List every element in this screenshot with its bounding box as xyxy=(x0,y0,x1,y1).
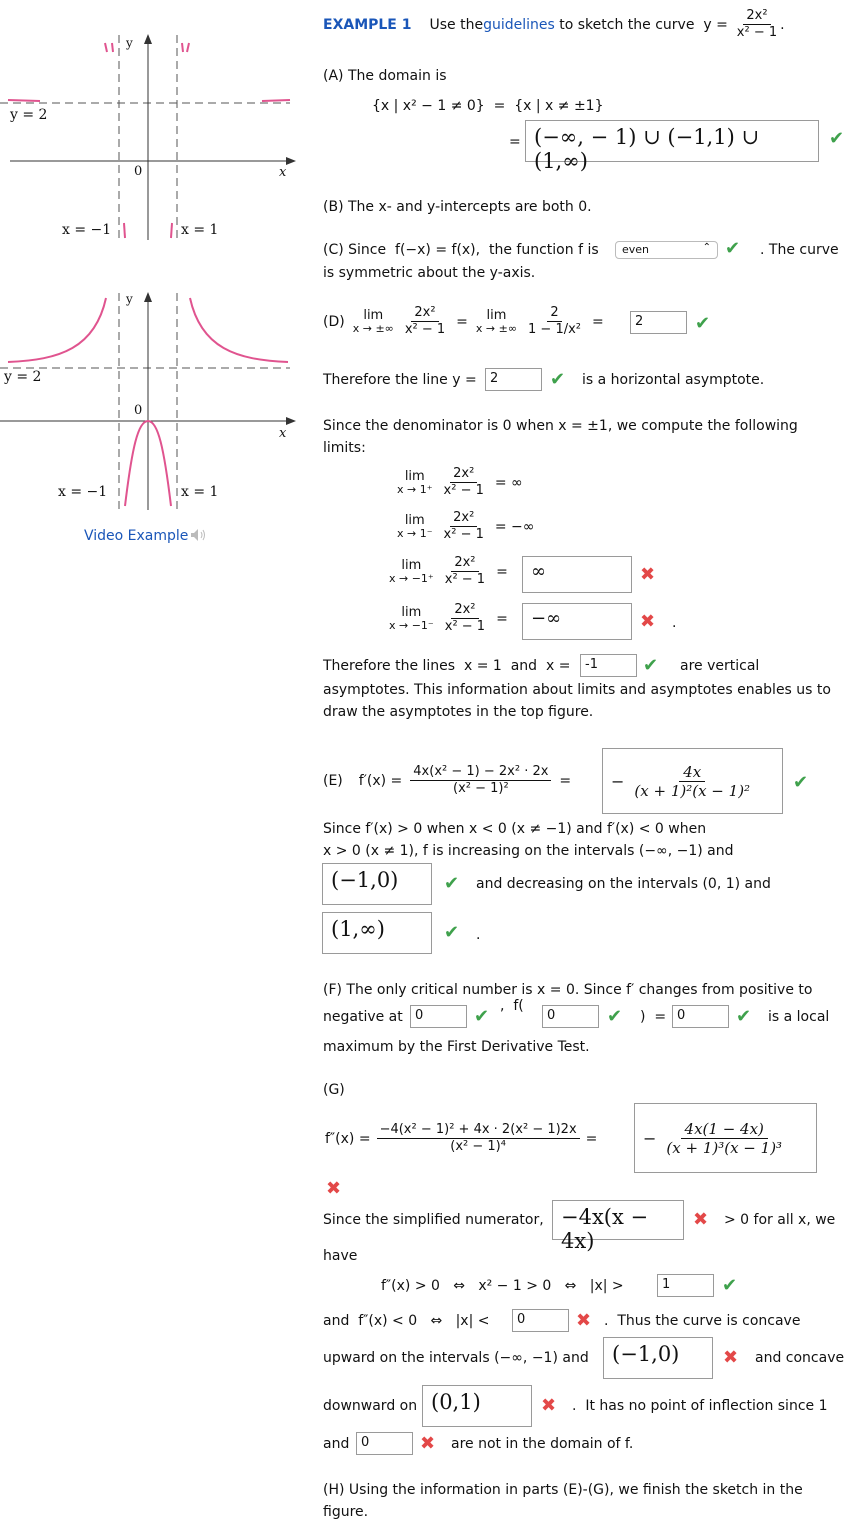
graph1-right-asym-label: x = 1 xyxy=(181,222,219,238)
numerator: 2x² xyxy=(450,510,477,527)
part-d-label: (D) xyxy=(323,313,345,330)
graph1-y-label: y xyxy=(126,36,133,50)
part-d-limit xyxy=(323,305,604,338)
second-derivative-fraction xyxy=(377,1122,580,1155)
lim-text: lim xyxy=(363,308,384,323)
part-c-text: (C) Since f(−x) = f(x), the function f is xyxy=(323,242,599,258)
part-b-text: (B) The x- and y-intercepts are both 0. xyxy=(323,199,592,215)
numerator: 2 xyxy=(547,305,561,322)
cross-icon: ✖ xyxy=(640,564,656,585)
equals: = xyxy=(456,313,468,330)
part-a-equals: = xyxy=(509,134,521,150)
video-example-link[interactable] xyxy=(84,528,208,544)
part-e-derivative xyxy=(323,764,571,797)
check-icon: ✔ xyxy=(725,238,741,259)
part-f-equals: ) = xyxy=(640,1009,667,1025)
limit-operator xyxy=(476,308,517,335)
part-f-local: is a local xyxy=(768,1009,830,1025)
y-axis-arrow xyxy=(144,292,152,302)
part-f-line1: (F) The only critical number is x = 0. Since f′ changes from positive to xyxy=(323,982,813,998)
part-h-line2: figure. xyxy=(323,1504,369,1520)
lim-sub: x → −1⁻ xyxy=(389,619,434,632)
check-icon: ✔ xyxy=(722,1275,738,1296)
curve-denominator: x² − 1 xyxy=(736,25,778,40)
part-a-domain-set: {x | x² − 1 ≠ 0} = {x | x ≠ ±1} xyxy=(372,98,604,114)
graph1-h-asymptote-label: y = 2 xyxy=(10,107,48,123)
limit-row xyxy=(397,510,534,543)
vertical-asymptote-line2: asymptotes. This information about limits and asymptotes enables us to xyxy=(323,682,831,698)
asymptote-graph-top xyxy=(0,30,300,250)
period: . xyxy=(672,615,677,631)
example-header xyxy=(323,8,785,41)
horizontal-asymptote-text: Therefore the line y = xyxy=(323,372,477,388)
numerator: 4x(x² − 1) − 2x² · 2x xyxy=(410,764,551,781)
graph2-origin-label: 0 xyxy=(134,403,143,418)
y-axis-arrow xyxy=(144,34,152,44)
numerator: 2x² xyxy=(450,466,477,483)
denominator: x² − 1 xyxy=(443,527,484,542)
denominator: x² − 1 xyxy=(444,619,486,634)
limit-operator xyxy=(397,469,433,496)
limit-operator xyxy=(353,308,394,335)
lim-text: lim xyxy=(404,513,425,528)
second-derivative-answer-box[interactable] xyxy=(634,1103,817,1173)
f-argument-input[interactable]: 0 xyxy=(542,1005,599,1028)
check-icon: ✔ xyxy=(736,1006,752,1027)
example-intro-post: to sketch the curve y = xyxy=(554,16,728,33)
function-type-select[interactable] xyxy=(615,241,718,259)
curve-fraction xyxy=(734,8,780,41)
part-a-title: (A) The domain is xyxy=(323,68,447,84)
limit-operator xyxy=(397,513,433,540)
concave-text: . Thus the curve is concave xyxy=(604,1313,801,1329)
check-icon: ✔ xyxy=(695,313,711,334)
derivative-answer-box[interactable] xyxy=(602,748,783,814)
lim-text: lim xyxy=(404,469,425,484)
limit-value: = ∞ xyxy=(494,474,523,491)
graph1-left-asym-label: x = −1 xyxy=(62,222,112,238)
function-type-value: even xyxy=(622,243,650,256)
function-graph-bottom xyxy=(0,288,300,518)
denominator: 1 − 1/x² xyxy=(528,322,581,337)
graph1-origin-label: 0 xyxy=(134,164,143,179)
minus-sign: − xyxy=(611,771,625,791)
curve-numerator: 2x² xyxy=(743,8,770,25)
numerator: 2x² xyxy=(451,555,478,572)
denominator: x² − 1 xyxy=(443,483,484,498)
answer-fraction xyxy=(630,763,754,800)
f-label: , f( xyxy=(500,998,524,1014)
denominator: (x + 1)²(x − 1)² xyxy=(634,781,751,800)
limit-answer-box[interactable]: ∞ xyxy=(522,556,632,593)
numerator: 2x² xyxy=(451,602,478,619)
graph2-x-label: x xyxy=(279,426,287,441)
vertical-asymptote-post: are vertical xyxy=(680,658,760,674)
limit-fraction-1 xyxy=(402,305,448,338)
concavity-inequality-1: f″(x) > 0 ⇔ x² − 1 > 0 ⇔ |x| > xyxy=(381,1278,624,1294)
critical-point-input[interactable]: 0 xyxy=(410,1005,467,1028)
increasing-interval-box[interactable]: (−1,0) xyxy=(322,863,432,905)
horizontal-asymptote-input[interactable]: 2 xyxy=(485,368,542,391)
second-derivative-label: f″(x) = xyxy=(325,1130,371,1147)
inflection-input[interactable]: 0 xyxy=(356,1432,413,1455)
f-of-label xyxy=(500,998,524,1014)
vertical-asymptote-line3: draw the asymptotes in the top figure. xyxy=(323,704,594,720)
derivative-fraction xyxy=(410,764,551,797)
lim-sub: x → 1⁺ xyxy=(397,483,433,496)
part-c-line2: is symmetric about the y-axis. xyxy=(323,265,536,281)
video-example-label: Video Example xyxy=(84,528,189,544)
denominator: (x + 1)³(x − 1)³ xyxy=(666,1138,783,1157)
check-icon: ✔ xyxy=(474,1006,490,1027)
denominator: (x² − 1)² xyxy=(453,781,509,796)
check-icon: ✔ xyxy=(793,772,809,793)
denominator-text: Since the denominator is 0 when x = ±1, we compute the following limits: xyxy=(323,418,798,456)
guidelines-link[interactable]: guidelines xyxy=(483,16,555,33)
lim-text: lim xyxy=(401,605,422,620)
limit-row xyxy=(389,555,508,588)
have-text: have xyxy=(323,1248,358,1264)
part-c-post: . The curve xyxy=(760,242,839,258)
x-axis-arrow xyxy=(286,417,296,425)
denominator: x² − 1 xyxy=(444,572,486,587)
inequality-1-input[interactable]: 1 xyxy=(657,1274,714,1297)
numerator-post: > 0 for all x, we xyxy=(724,1212,836,1228)
numerator: 4x xyxy=(679,763,705,782)
concavity-inequality-2: and f″(x) < 0 ⇔ |x| < xyxy=(323,1313,490,1329)
speaker-icon xyxy=(190,528,208,542)
vertical-asymptote-text: Therefore the lines x = 1 and x = xyxy=(323,658,571,674)
check-icon: ✔ xyxy=(643,655,659,676)
cross-icon: ✖ xyxy=(640,611,656,632)
part-g-second-derivative xyxy=(325,1122,597,1155)
lim-text: lim xyxy=(401,558,422,573)
part-f-negative-at: negative at xyxy=(323,1009,403,1025)
lim-sub: x → 1⁻ xyxy=(397,527,433,540)
part-h-line1: (H) Using the information in parts (E)-(G), we finish the sketch in the xyxy=(323,1482,803,1498)
part-g-label: (G) xyxy=(323,1082,345,1098)
numerator: −4(x² − 1)² + 4x · 2(x² − 1)2x xyxy=(377,1122,580,1139)
numerator: 4x(1 − 4x) xyxy=(681,1120,768,1139)
equals: = xyxy=(585,1130,598,1147)
graph2-left-asym-label: x = −1 xyxy=(58,484,108,500)
example-intro-pre: Use the xyxy=(429,16,484,33)
cross-icon: ✖ xyxy=(693,1209,709,1230)
lim-text: lim xyxy=(486,308,507,323)
inequality-2-input[interactable]: 0 xyxy=(512,1309,569,1332)
denominator: (x² − 1)⁴ xyxy=(450,1139,506,1154)
horizontal-asymptote-post: is a horizontal asymptote. xyxy=(582,372,765,388)
graph1-x-label: x xyxy=(279,165,287,180)
limit-operator xyxy=(389,605,434,632)
check-icon: ✔ xyxy=(829,128,845,149)
decreasing-text: and decreasing on the intervals (0, 1) and xyxy=(476,876,771,892)
check-icon: ✔ xyxy=(550,369,566,390)
part-e-line2: x > 0 (x ≠ 1), f is increasing on the intervals (−∞, −1) and xyxy=(323,843,734,859)
equals: = xyxy=(496,563,508,580)
limit-fraction xyxy=(442,602,488,635)
check-icon: ✔ xyxy=(607,1006,623,1027)
limit-fraction xyxy=(441,466,487,499)
vertical-asymptote-input[interactable]: -1 xyxy=(580,654,637,677)
equals: = xyxy=(559,772,572,789)
equals: = xyxy=(592,313,604,330)
part-e-label: (E) xyxy=(323,772,343,789)
numerator: 2x² xyxy=(411,305,438,322)
lim-sub: x → ±∞ xyxy=(475,322,518,335)
limit-value: = −∞ xyxy=(494,518,535,535)
concave-up-interval-box[interactable]: (−1,0) xyxy=(603,1337,713,1379)
lim-sub: x → −1⁺ xyxy=(389,572,434,585)
limit-fraction-2 xyxy=(525,305,584,338)
numerator-answer-box[interactable]: −4x(x − 4x) xyxy=(552,1200,684,1240)
part-e-line1: Since f′(x) > 0 when x < 0 (x ≠ −1) and f′(x) < 0 when xyxy=(323,821,707,837)
decreasing-interval-box[interactable]: (1,∞) xyxy=(322,912,432,954)
cross-icon: ✖ xyxy=(576,1310,592,1331)
limit-operator xyxy=(389,558,434,585)
limit-row xyxy=(389,602,508,635)
denominator: x² − 1 xyxy=(404,322,446,337)
graph2-y-label: y xyxy=(126,292,133,306)
not-domain-text: are not in the domain of f. xyxy=(451,1436,634,1452)
cross-icon: ✖ xyxy=(541,1395,557,1416)
and-concave-text: and concave xyxy=(755,1350,845,1366)
graph2-right-asym-label: x = 1 xyxy=(181,484,219,500)
limit-row xyxy=(397,466,523,499)
domain-answer-box[interactable]: (−∞, − 1) ∪ (−1,1) ∪ (1,∞) xyxy=(525,120,819,162)
cross-icon: ✖ xyxy=(420,1433,436,1454)
minus-sign: − xyxy=(643,1128,657,1148)
inflection-text: . It has no point of inflection since 1 xyxy=(572,1398,828,1414)
limit-fraction xyxy=(442,555,488,588)
curve-fragments xyxy=(8,43,290,238)
limit-fraction xyxy=(441,510,487,543)
graph2-h-asymptote-label: y = 2 xyxy=(4,369,42,385)
lim-sub: x → ±∞ xyxy=(352,322,394,335)
first-derivative-label: f′(x) = xyxy=(358,772,403,789)
f-value-input[interactable]: 0 xyxy=(672,1005,729,1028)
check-icon: ✔ xyxy=(444,922,460,943)
period: . xyxy=(476,927,481,943)
example-label: EXAMPLE 1 xyxy=(323,16,412,33)
limit-answer-box[interactable]: −∞ xyxy=(522,603,632,640)
answer-fraction xyxy=(662,1120,786,1157)
and-text: and xyxy=(323,1436,350,1452)
cross-icon: ✖ xyxy=(723,1347,739,1368)
select-chevron-icon: ⌃ xyxy=(702,242,711,253)
limit-answer-input[interactable]: 2 xyxy=(630,311,687,334)
part-f-line3: maximum by the First Derivative Test. xyxy=(323,1039,590,1055)
cross-icon: ✖ xyxy=(326,1178,342,1199)
numerator-text: Since the simplified numerator, xyxy=(323,1212,544,1228)
equals: = xyxy=(496,610,508,627)
header-period: . xyxy=(780,16,785,33)
x-axis-arrow xyxy=(286,157,296,165)
concave-down-interval-box[interactable]: (0,1) xyxy=(422,1385,532,1427)
upward-text: upward on the intervals (−∞, −1) and xyxy=(323,1350,589,1366)
downward-text: downward on xyxy=(323,1398,418,1414)
check-icon: ✔ xyxy=(444,873,460,894)
